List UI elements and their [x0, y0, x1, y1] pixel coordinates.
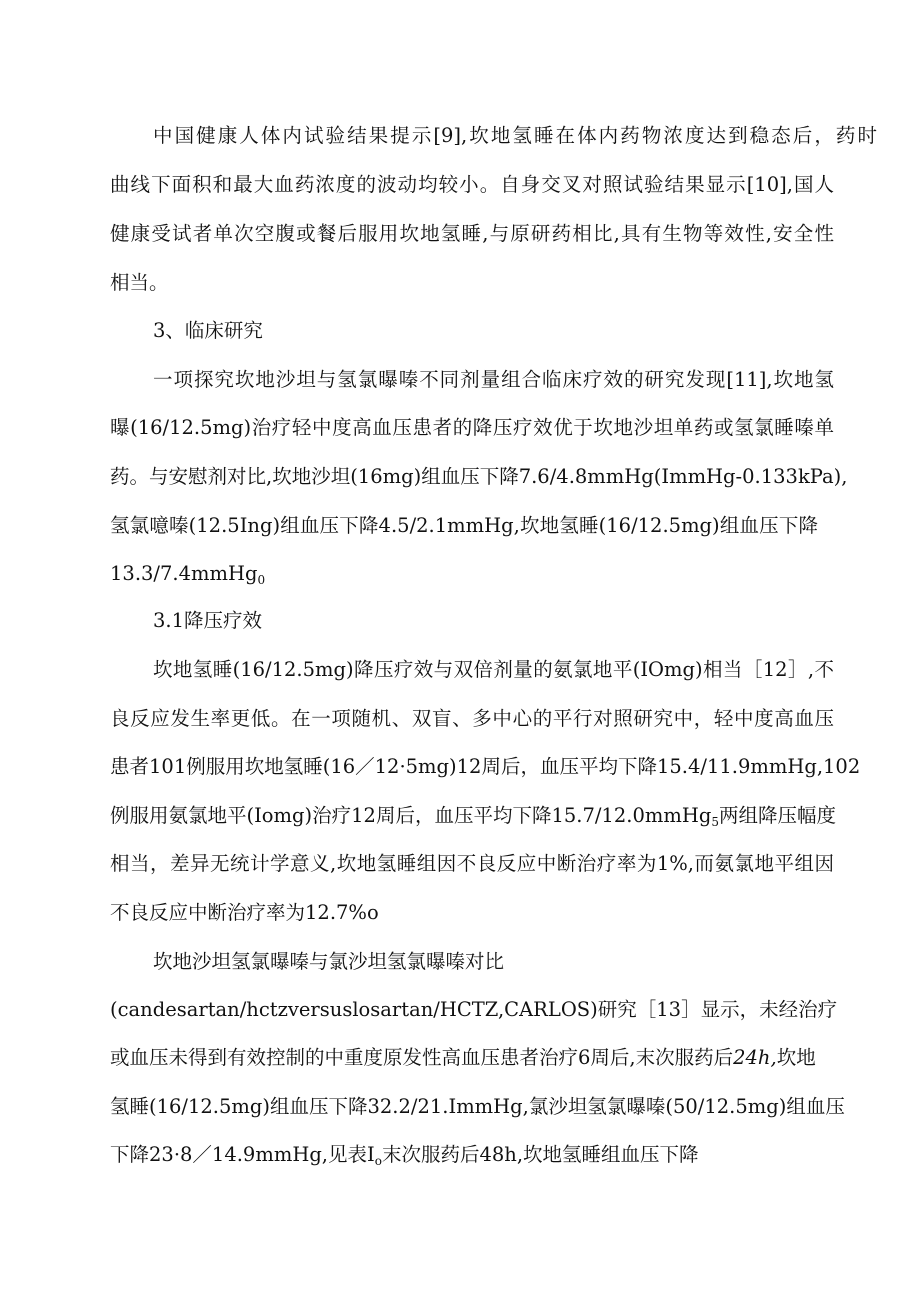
- text-line: 氢睡(16/12.5mg)组血压下降32.2/21.ImmHg,氯沙坦氢氯曝嗪(50/12.5mg)组血压: [110, 1095, 845, 1118]
- text-line: 相当。: [110, 271, 169, 294]
- text-line: 药。与安慰剂对比,坎地沙坦(16mg)组血压下降7.6/4.8mmHg(ImmHg-0.133kPa),: [110, 465, 848, 488]
- italic-fragment: 24h,: [733, 1046, 777, 1069]
- text-line: 曝(16/12.5mg)治疗轻中度高血压患者的降压疗效优于坎地沙坦单药或氢氯睡嗪单: [110, 416, 834, 439]
- subscript: 5: [711, 815, 719, 829]
- text-line: [110, 560, 265, 594]
- text-line: [110, 1044, 816, 1072]
- text-line: (candesartan/hctzversuslosartan/HCTZ,CARLOS)研究［13］显示，未经治疗: [110, 998, 838, 1021]
- text-line: 良反应发生率更低。在一项随机、双盲、多中心的平行对照研究中，轻中度高血压: [110, 707, 834, 730]
- text-line: 不良反应中断治疗率为12.7%o: [110, 901, 379, 924]
- text-fragment: 例服用氨氯地平(Iomg)治疗12周后，血压平均下降15.7/12.0mmHg: [110, 804, 712, 827]
- text-line: 中国健康人体内试验结果提示[9],坎地氢睡在体内药物浓度达到稳态后，药时: [153, 124, 877, 147]
- subscript: 0: [257, 573, 266, 587]
- text-line: 健康受试者单次空腹或餐后服用坎地氢睡,与原研药相比,具有生物等效性,安全性: [110, 222, 834, 245]
- text-fragment: 两组降压幅度: [718, 804, 836, 827]
- text-line: 坎地氢睡(16/12.5mg)降压疗效与双倍剂量的氨氯地平(IOmg)相当［12］,不: [153, 658, 834, 681]
- text-fragment: 下降23·8／14.9mmHg,见表I: [110, 1143, 375, 1166]
- text-fragment: 末次服药后48h,坎地氢睡组血压下降: [381, 1143, 699, 1166]
- text-line: 患者101例服用坎地氢睡(16／12·5mg)12周后，血压平均下降15.4/11.9mmHg,102: [110, 755, 861, 778]
- section-heading: 3、临床研究: [153, 319, 263, 342]
- text-fragment: 坎地: [776, 1046, 816, 1069]
- subscript: o: [374, 1154, 382, 1168]
- text-line: 一项探究坎地沙坦与氢氯曝嗪不同剂量组合临床疗效的研究发现[11],坎地氢: [153, 368, 834, 391]
- text-line: 氢氯噫嗪(12.5Ing)组血压下降4.5/2.1mmHg,坎地氢睡(16/12.5mg)组血压下降: [110, 514, 818, 537]
- text-line: 坎地沙坦氢氯曝嗪与氯沙坦氢氯曝嗪对比: [153, 950, 505, 973]
- text-fragment: 或血压未得到有效控制的中重度原发性高血压患者治疗6周后,末次服药后: [110, 1046, 734, 1069]
- section-heading: 3.1降压疗效: [153, 609, 263, 632]
- text-line: [110, 802, 836, 836]
- text-line: [110, 1141, 699, 1175]
- text-fragment: 13.3/7.4mmHg: [110, 562, 258, 585]
- text-line: 相当，差异无统计学意义,坎地氢睡组因不良反应中断治疗率为1%,而氨氯地平组因: [110, 852, 834, 875]
- text-line: 曲线下面积和最大血药浓度的波动均较小。自身交叉对照试验结果显示[10],国人: [110, 173, 834, 196]
